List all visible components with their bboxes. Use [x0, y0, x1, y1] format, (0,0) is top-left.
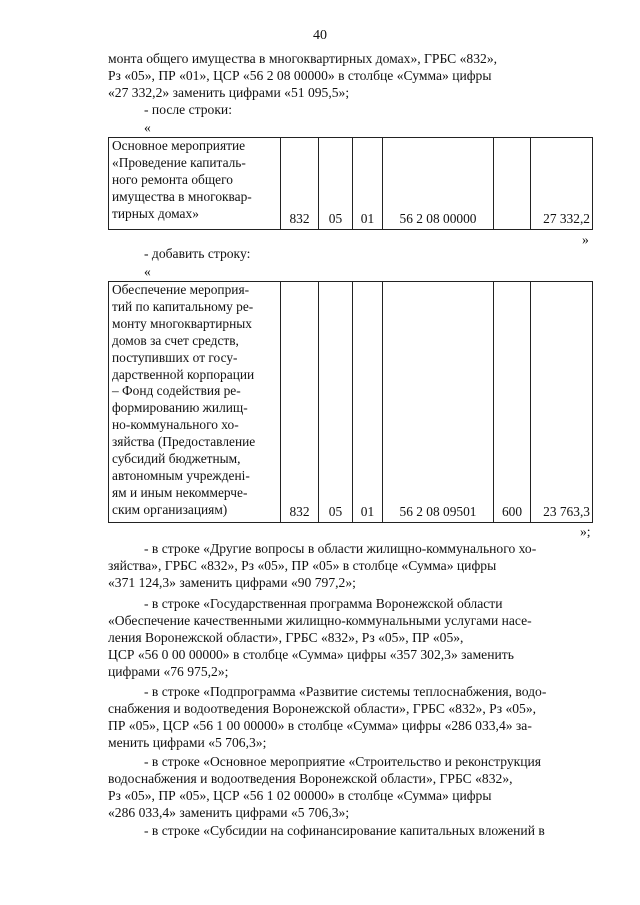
paragraph-subsidies: - в строке «Субсидии на софинансирование капитальных вложений в — [144, 823, 545, 838]
grbs-cell: 832 — [281, 138, 319, 230]
grbs-cell: 832 — [281, 282, 319, 523]
paragraph-continuation: монта общего имущества в многоквартирных домах», ГРБС «832», Рз «05», ПР «01», ЦСР «56 2 08 00000» в столбце «Сумма» цифры «27 332,2» заменить цифрами «51 095,5»; — [108, 51, 498, 100]
rz-cell: 05 — [319, 282, 353, 523]
pr-cell: 01 — [353, 282, 383, 523]
vr-cell: 600 — [494, 282, 531, 523]
budget-table-new-row — [108, 281, 593, 523]
table-row — [109, 138, 593, 230]
paragraph-main-measure: - в строке «Основное мероприятие «Строительство и реконструкция водоснабжения и водоотведения Воронежской области», ГРБС «832», Рз «05», ПР «05», ЦСР «56 1 02 00000» в столбце «Сумма» цифры «286 033,4» заменить цифрами «5 706,3»; — [108, 754, 542, 820]
opening-quote-1: « — [144, 120, 151, 135]
paragraph-subprogram: - в строке «Подпрограмма «Развитие системы теплоснабжения, водо- снабжения и водоотведения Воронежской области», ГРБС «832», Рз «05», ПР «05», ЦСР «56 1 00 00000» в столбце «Сумма» цифры «286 033,4» за- менить цифрами «5 706,3»; — [108, 684, 547, 750]
vr-cell — [494, 138, 531, 230]
pr-cell: 01 — [353, 138, 383, 230]
paragraph-after-row: - после строки: — [144, 102, 232, 117]
paragraph-other-housing-issues: - в строке «Другие вопросы в области жилищно-коммунального хо- зяйства», ГРБС «832», Рз «05», ПР «05» в столбце «Сумма» цифры «371 124,3» заменить цифрами «90 797,2»; — [108, 541, 537, 590]
sum-cell: 27 332,2 — [531, 138, 593, 230]
paragraph-state-program: - в строке «Государственная программа Воронежской области «Обеспечение качественными жилищно-коммунальными услугами насе- ления Воронежской области», ГРБС «832», Рз «05», ПР «05», ЦСР «56 0 00 00000» в столбце «Сумма» цифры «357 302,3» заменить цифрами «76 975,2»; — [108, 596, 532, 679]
table-row — [109, 282, 593, 523]
budget-table-existing-row — [108, 137, 593, 230]
row-name-cell: Основное мероприятие «Проведение капиталь- ного ремонта общего имущества в многоквар- тирных домах» — [109, 138, 281, 230]
rz-cell: 05 — [319, 138, 353, 230]
opening-quote-2: « — [144, 264, 151, 279]
page-number: 40 — [313, 28, 327, 43]
sum-cell: 23 763,3 — [531, 282, 593, 523]
row-name-cell: Обеспечение мероприя- тий по капитальному ре- монту многоквартирных домов за счет средств, поступивших от госу- дарственной корпорации – Фонд содействия ре- формированию жилищ- но-коммунального хо- зяйства (Предоставление субсидий бюджетным, автономным учрежденi- ям и иным некоммерче- ским организациям) — [109, 282, 281, 523]
csr-cell: 56 2 08 09501 — [383, 282, 494, 523]
csr-cell: 56 2 08 00000 — [383, 138, 494, 230]
closing-quote-1: » — [582, 232, 589, 247]
paragraph-add-row: - добавить строку: — [144, 246, 251, 261]
closing-quote-2: »; — [580, 524, 591, 539]
